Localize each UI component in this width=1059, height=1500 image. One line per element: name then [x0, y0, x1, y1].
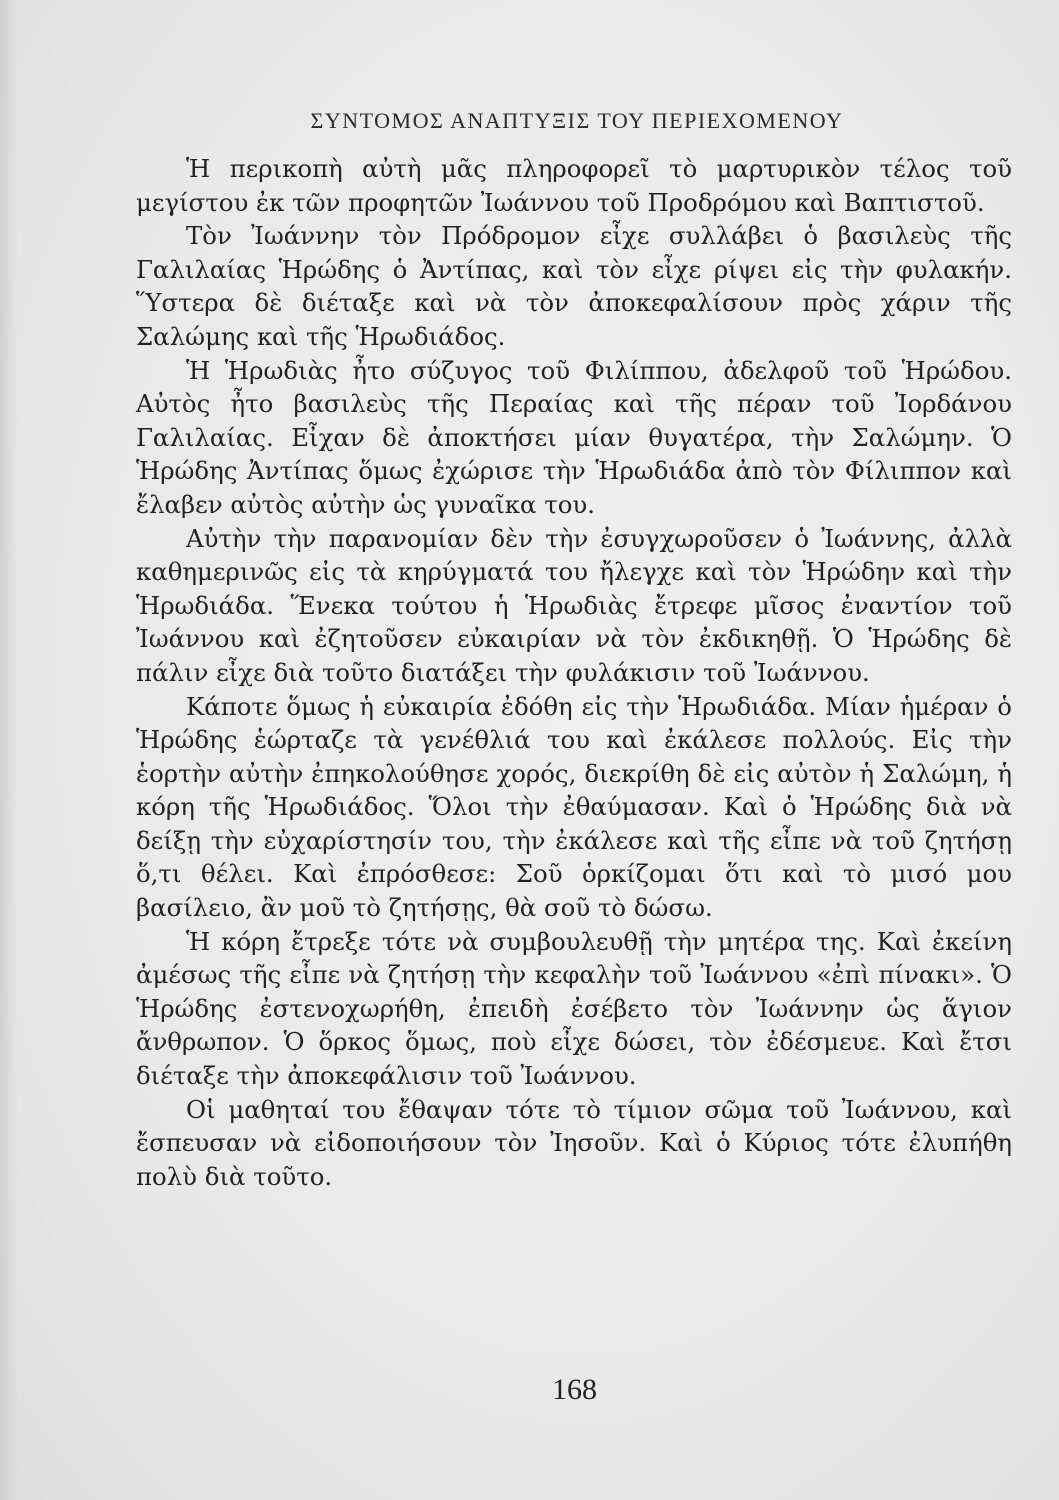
paragraph: Ἡ κόρη ἔτρεξε τότε νὰ συμβουλευθῇ τὴν μητέρα της. Καὶ ἐκείνη ἀμέσως τῆς εἶπε νὰ ζητήσῃ τὴν κεφαλὴν τοῦ Ἰωάννου «ἐπὶ πίνακι». Ὁ Ἡρώδης ἐστενοχωρήθη, ἐπειδὴ ἐσέβετο τὸν Ἰωάννην ὡς ἅγιον ἄνθρωπον. Ὁ ὅρκος ὅμως, ποὺ εἶχε δώσει, τὸν ἐδέσμευε. Καὶ ἔτσι διέταξε τὴν ἀποκεφάλισιν τοῦ Ἰωάννου. — [136, 926, 1012, 1091]
paragraph: Ἡ περικοπὴ αὐτὴ μᾶς πληροφορεῖ τὸ μαρτυρικὸν τέλος τοῦ μεγίστου ἐκ τῶν προφητῶν Ἰωάννου τοῦ Προδρόμου καὶ Βαπτιστοῦ. — [136, 154, 1012, 217]
paragraph: Τὸν Ἰωάννην τὸν Πρόδρομον εἶχε συλλάβει ὁ βασιλεὺς τῆς Γαλιλαίας Ἡρώδης ὁ Ἀντίπας, καὶ τὸν εἶχε ρίψει εἰς τὴν φυλακήν. Ὕστερα δὲ διέταξε καὶ νὰ τὸν ἀποκεφαλίσουν πρὸς χάριν τῆς Σαλώμης καὶ τῆς Ἡρωδιάδος. — [136, 221, 1012, 351]
paragraph: Ἡ Ἡρωδιὰς ἦτο σύζυγος τοῦ Φιλίππου, ἀδελφοῦ τοῦ Ἡρώδου. Αὐτὸς ἦτο βασιλεὺς τῆς Περαίας καὶ τῆς πέραν τοῦ Ἰορδάνου Γαλιλαίας. Εἶχαν δὲ ἀποκτήσει μίαν θυγατέρα, τὴν Σαλώμην. Ὁ Ἡρώδης Ἀντίπας ὅμως ἐχώρισε τὴν Ἡρωδιάδα ἀπὸ τὸν Φίλιππον καὶ ἔλαβεν αὐτὸς αὐτὴν ὡς γυναῖκα του. — [136, 355, 1012, 519]
paragraph: Κάποτε ὅμως ἡ εὐκαιρία ἐδόθη εἰς τὴν Ἡρωδιάδα. Μίαν ἡμέραν ὁ Ἡρώδης ἑώρταζε τὰ γενέθλιά του καὶ ἐκάλεσε πολλούς. Εἰς τὴν ἑορτὴν αὐτὴν ἐπηκολούθησε χορός, διεκρίθη δὲ εἰς αὐτὸν ἡ Σαλώμη, ἡ κόρη τῆς Ἡρωδιάδος. Ὅλοι τὴν ἐθαύμασαν. Καὶ ὁ Ἡρώδης διὰ νὰ δείξῃ τὴν εὐχαρίστησίν του, τὴν ἐκάλεσε καὶ τῆς εἶπε νὰ τοῦ ζητήσῃ ὅ,τι θέλει. Καὶ ἐπρόσθεσε: Σοῦ ὁρκίζομαι ὅτι καὶ τὸ μισό μου βασίλειο, ἂν μοῦ τὸ ζητήσῃς, θὰ σοῦ τὸ δώσω. — [136, 691, 1012, 923]
page-gutter-shadow — [0, 0, 18, 1500]
paragraph: Οἱ μαθηταί του ἔθαψαν τότε τὸ τίμιον σῶμα τοῦ Ἰωάννου, καὶ ἔσπευσαν νὰ εἰδοποιήσουν τὸν Ἰησοῦν. Καὶ ὁ Κύριος τότε ἐλυπήθη πολὺ διὰ τοῦτο. — [136, 1094, 1012, 1191]
body-text — [136, 152, 1012, 1193]
page-number: 168 — [552, 1373, 597, 1406]
running-head: ΣΥΝΤΟΜΟΣ ΑΝΑΠΤΥΞΙΣ ΤΟΥ ΠΕΡΙΕΧΟΜΕΝΟΥ — [310, 108, 844, 133]
paragraph: Αὐτὴν τὴν παρανομίαν δὲν τὴν ἐσυγχωροῦσεν ὁ Ἰωάννης, ἀλλὰ καθημερινῶς εἰς τὰ κηρύγματά του ἤλεγχε καὶ τὸν Ἡρώδην καὶ τὴν Ἡρωδιάδα. Ἕνεκα τούτου ἡ Ἡρωδιὰς ἔτρεφε μῖσος ἐναντίον τοῦ Ἰωάννου καὶ ἐζητοῦσεν εὐκαιρίαν νὰ τὸν ἐκδικηθῇ. Ὁ Ἡρώδης δὲ πάλιν εἶχε διὰ τοῦτο διατάξει τὴν φυλάκισιν τοῦ Ἰωάννου. — [136, 523, 1012, 687]
